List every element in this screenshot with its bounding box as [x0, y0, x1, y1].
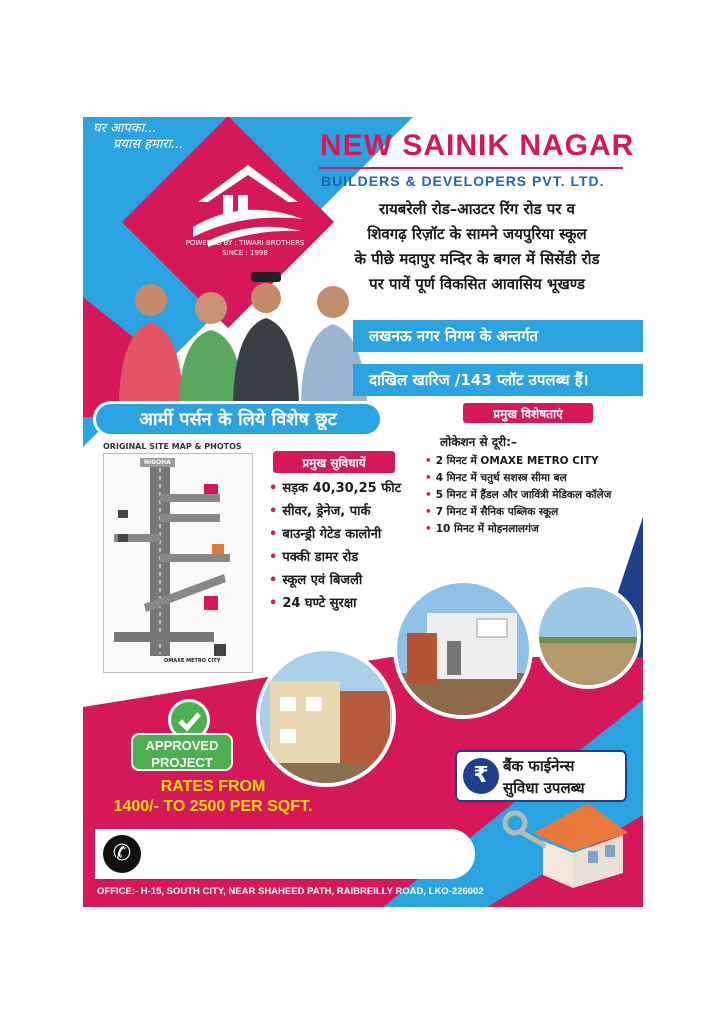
- office-address: OFFICE:- H-15, SOUTH CITY, NEAR SHAHEED PATH, RAIBREILLY ROAD, LKO-226002: [97, 886, 484, 897]
- approved-line-2: PROJECT: [151, 755, 213, 770]
- rates-line-2: 1400/- TO 2500 PER SQFT.: [113, 798, 313, 815]
- approved-line-1: APPROVED: [145, 738, 219, 753]
- amenity-item: • बाउन्ड्री गेटेड कालोनी: [269, 527, 382, 542]
- features-heading: प्रमुख विशेषताएं: [463, 403, 593, 423]
- powered-by: [179, 238, 311, 258]
- company-title: NEW SAINIK NAGAR: [320, 129, 635, 162]
- rates-line-1: RATES FROM: [160, 778, 266, 795]
- amenity-item: • स्कूल एवं बिजली: [269, 573, 363, 588]
- amenity-item: • 24 घण्टे सुरक्षा: [269, 596, 357, 611]
- map-heading: ORIGINAL SITE MAP & PHOTOS: [103, 442, 242, 451]
- description-line: के पीछे मदापुर मन्दिर के बगल में सिसेंडी रोड: [354, 250, 600, 268]
- map-bottom-label: OMAXE METRO CITY: [164, 658, 221, 664]
- amenity-item: • सड़क 40,30,25 फीट: [269, 481, 402, 496]
- site-photo-house: [256, 647, 396, 787]
- description-line: रायबरेली रोड–आउटर रिंग रोड पर व: [379, 200, 575, 218]
- distance-item: • 5 मिनट में हैंडल और जाविंत्री मेडिकल कॉलेज: [425, 489, 612, 501]
- rupee-icon: ₹: [463, 758, 499, 794]
- building-photo-drawing: [397, 583, 529, 715]
- house-key-icon: [493, 793, 633, 893]
- phone-icon[interactable]: ✆: [103, 835, 141, 873]
- description-line: पर पायें पूर्ण विकसित आवासिय भूखण्ड: [369, 275, 585, 293]
- field-photo-drawing: [539, 587, 637, 685]
- title-divider: [319, 167, 623, 169]
- site-map: [103, 453, 253, 673]
- house-photo-drawing: [260, 651, 392, 783]
- company-subtitle: BUILDERS & DEVELOPERS PVT. LTD.: [321, 173, 605, 189]
- dakhil-kharij-banner: दाखिल खारिज /143 प्लॉट उपलब्ध हैं।: [353, 364, 643, 396]
- nagar-nigam-banner: लखनऊ नगर निगम के अन्तर्गत: [353, 320, 643, 352]
- approved-project-badge: [131, 733, 233, 771]
- amenity-item: • सीवर, ड्रेनेज, पार्क: [269, 504, 371, 519]
- distance-item: • 10 मिनट में मोहनलालगंज: [425, 523, 539, 535]
- description-line: शिवगढ़ रिज़ॉट के सामने जयपुरिया स्कूल: [367, 225, 587, 243]
- bank-line-2: सुविधा उपलब्ध: [503, 779, 585, 797]
- poster: [83, 117, 643, 907]
- bank-line-1: बैंक फाईनेन्स: [503, 757, 575, 775]
- powered-by-text: POWERED BY : TIWARI BROTHERS: [185, 239, 305, 247]
- amenities-heading: प्रमुख सुविधायें: [273, 451, 395, 473]
- site-photo-field: [535, 583, 641, 689]
- phone-bar: [95, 829, 475, 879]
- distance-item: • 4 मिनट में चतुर्थ सशस्त्र सीमा बल: [425, 472, 567, 484]
- since-text: SINCE : 1998: [222, 249, 268, 257]
- amenity-item: • पक्की डामर रोड: [269, 550, 359, 565]
- house-logo-icon: [183, 157, 313, 247]
- tagline: [93, 121, 183, 153]
- distance-list: [425, 453, 640, 538]
- family-photo: [105, 272, 373, 402]
- site-map-drawing: [104, 454, 252, 672]
- map-top-label: NIGOHA: [140, 458, 175, 467]
- distance-item: • 2 मिनट में OMAXE METRO CITY: [425, 455, 599, 467]
- tagline-line-2: प्रयास हमारा...: [113, 137, 184, 152]
- site-photo-building: [393, 579, 533, 719]
- rates: [113, 777, 313, 817]
- army-offer-banner: आर्मी पर्सन के लिये विशेष छूट: [93, 401, 383, 437]
- amenities-list: [269, 477, 401, 615]
- tagline-line-1: घर आपका...: [93, 121, 157, 136]
- distance-title: लोकेशन से दूरी:–: [440, 435, 517, 449]
- distance-item: • 7 मिनट में सैनिक पब्लिक स्कूल: [425, 506, 559, 518]
